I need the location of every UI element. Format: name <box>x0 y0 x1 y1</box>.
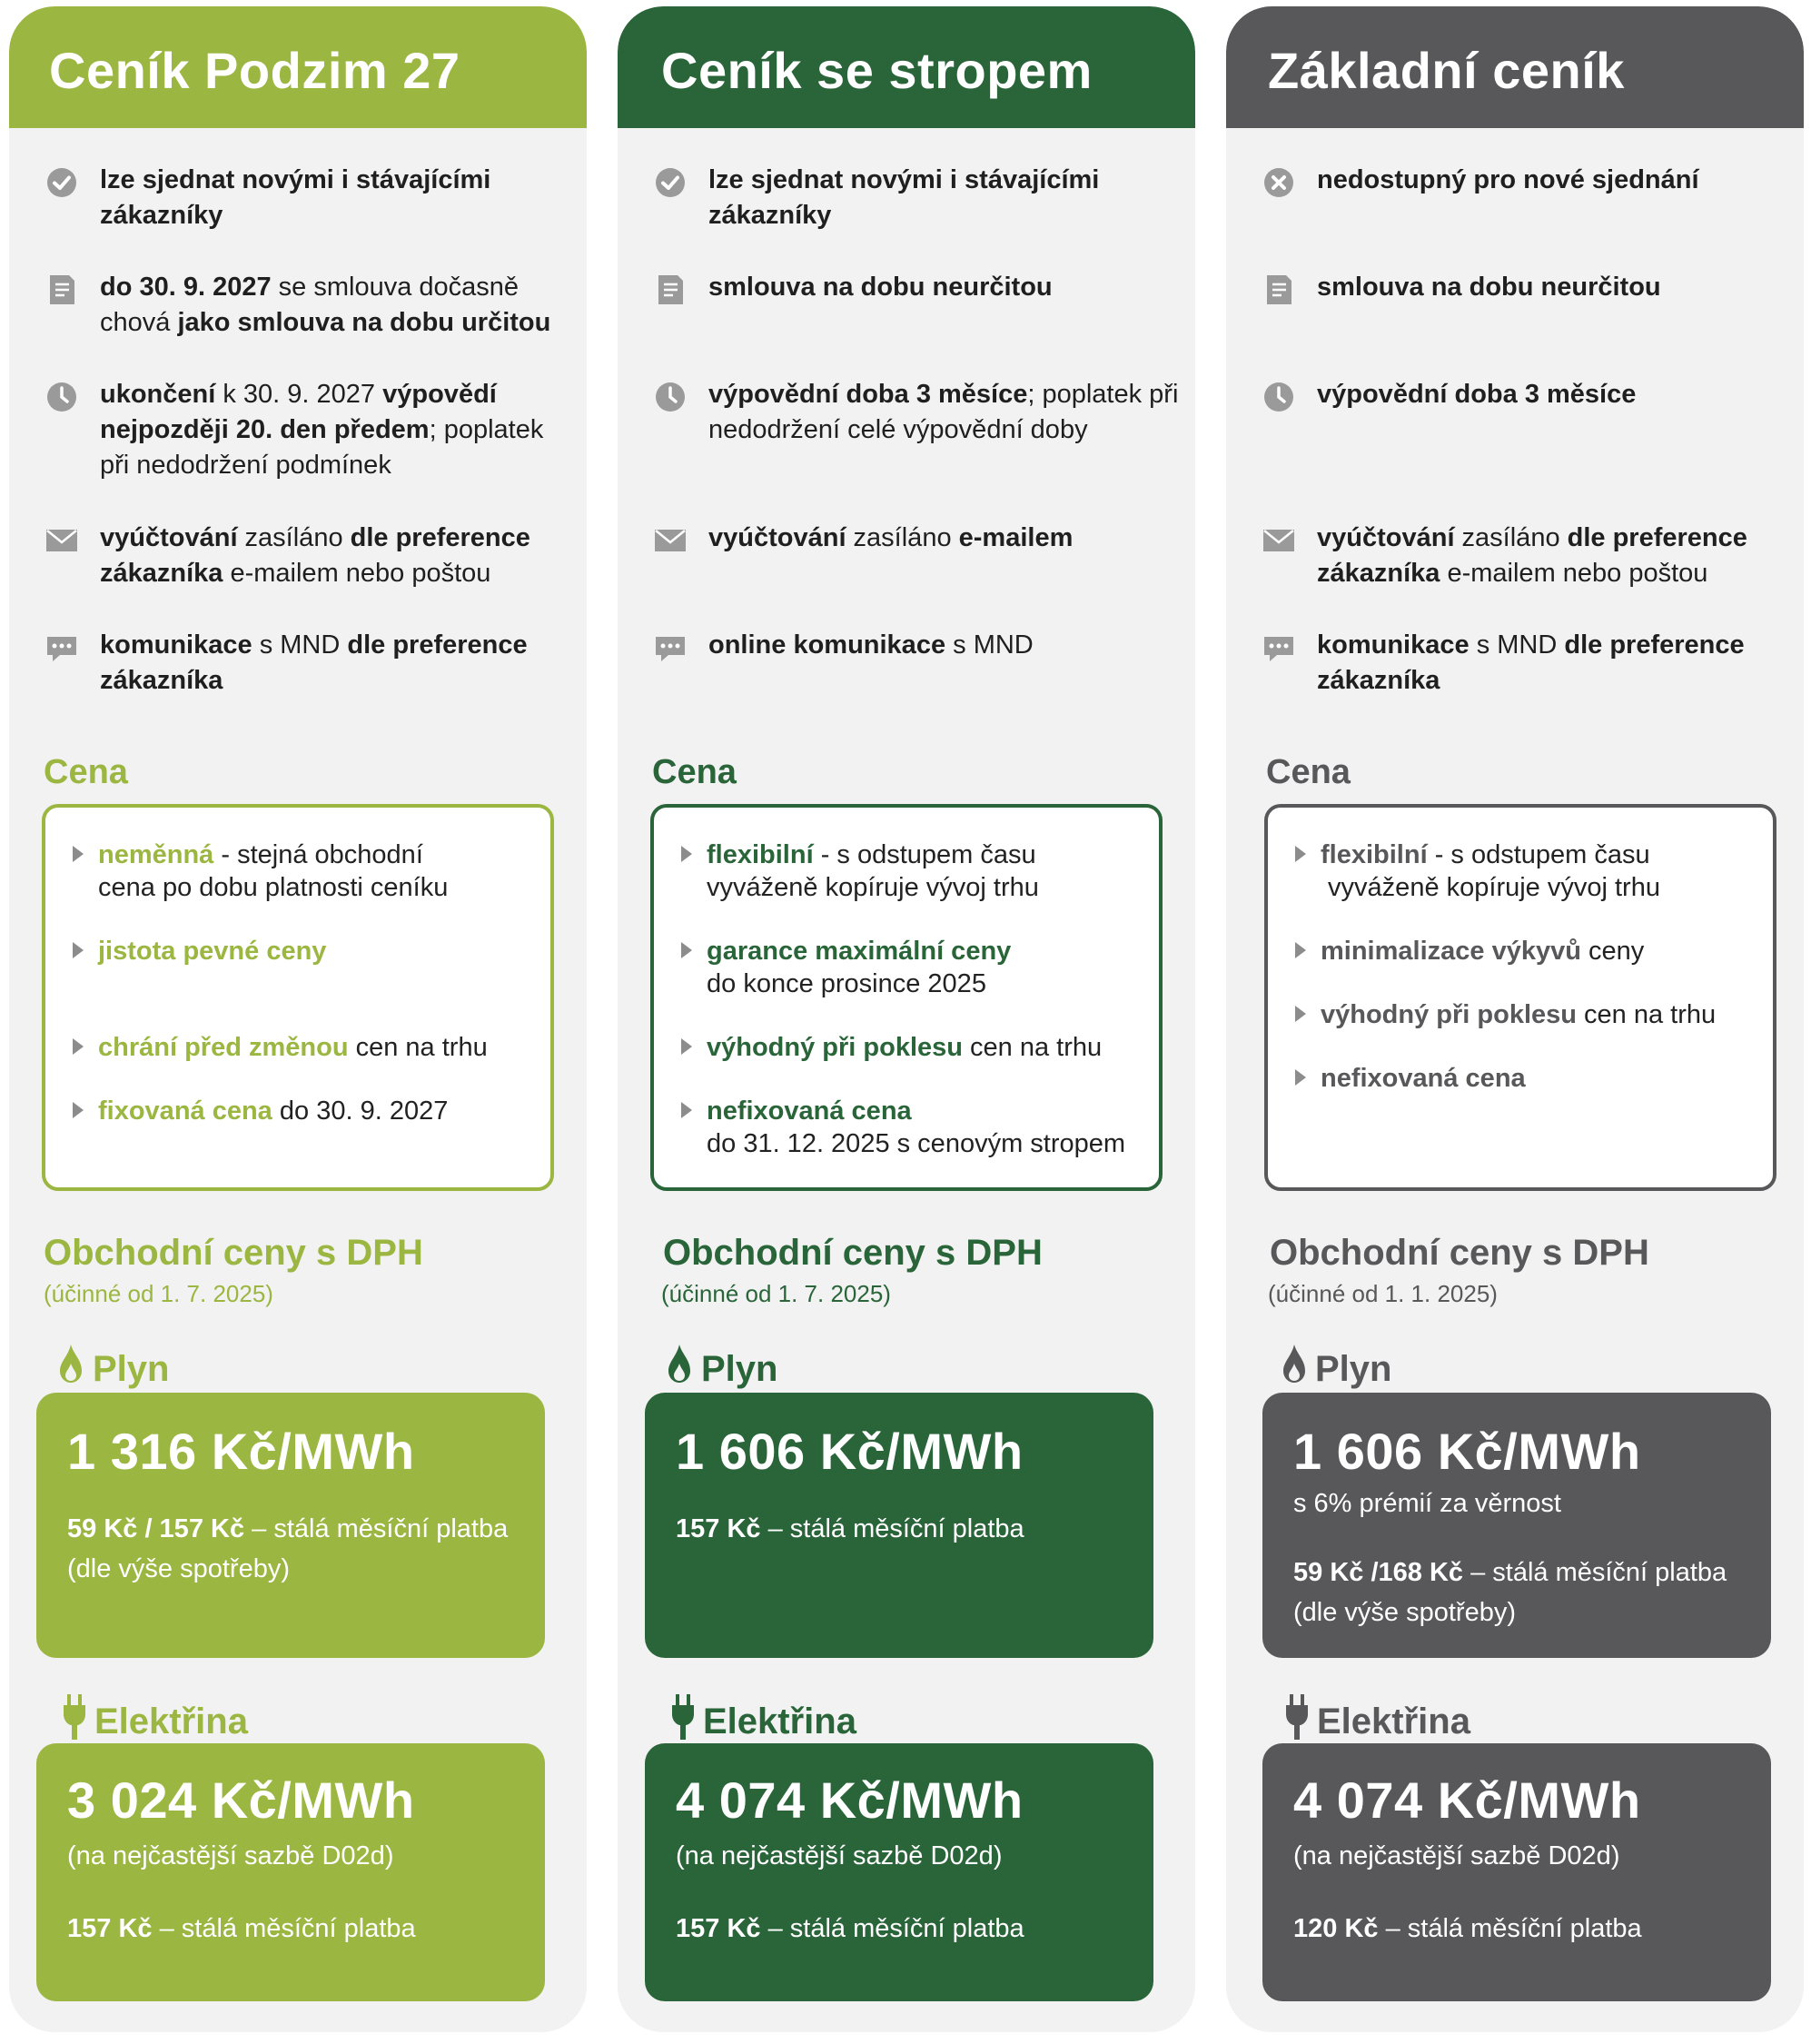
bullet-triangle-icon <box>1295 942 1306 958</box>
bullet-triangle-icon <box>73 942 84 958</box>
bullet-triangle-icon <box>73 846 84 862</box>
commercial-prices-effective: (účinné od 1. 1. 2025) <box>1268 1280 1498 1307</box>
commercial-prices-title: Obchodní ceny s DPH <box>663 1233 1043 1273</box>
gas-label: Plyn <box>1315 1349 1392 1389</box>
clock-icon <box>654 381 687 413</box>
electricity-price-card <box>645 1743 1153 2001</box>
commercial-prices-title: Obchodní ceny s DPH <box>1270 1233 1649 1273</box>
electricity-price-card <box>36 1743 545 2001</box>
price-box: flexibilní - s odstupem času vyváženě kopíruje vývoj trhu garance maximální ceny do konce prosince 2025 výhodný při poklesu cen na trhu nefixovaná cena do 31. 12. 2025 s cenovým stropem <box>650 804 1163 1191</box>
column-title: Ceník Podzim 27 <box>49 42 460 99</box>
electricity-fee: 157 Kč – stálá měsíční platba <box>67 1914 416 1943</box>
gas-price-card <box>36 1393 545 1658</box>
electricity-fee: 120 Kč – stálá měsíční platba <box>1293 1914 1642 1943</box>
feature-text: ukončení k 30. 9. 2027 výpovědí nejpozději 20. den předem; poplatek při nedodržení podmínek <box>100 380 544 480</box>
check-circle-icon <box>654 166 687 199</box>
document-icon <box>1262 273 1295 306</box>
chat-icon <box>654 631 687 664</box>
document-icon <box>654 273 687 306</box>
commercial-prices-effective: (účinné od 1. 7. 2025) <box>661 1280 891 1307</box>
electric-plug-icon <box>1284 1694 1310 1740</box>
bullet-triangle-icon <box>1295 1006 1306 1022</box>
gas-fee-note: (dle výše spotřeby) <box>67 1554 290 1583</box>
feature-text: vyúčtování zasíláno e-mailem <box>708 523 1074 552</box>
feature-text: komunikace s MND dle preference zákazníka <box>100 630 528 695</box>
feature-text: smlouva na dobu neurčitou <box>1317 273 1661 302</box>
feature-text: do 30. 9. 2027 se smlouva dočasně chová jako smlouva na dobu určitou <box>100 273 551 337</box>
price-section-title: Cena <box>1266 753 1351 791</box>
bullet-triangle-icon <box>1295 1069 1306 1086</box>
bullet-triangle-icon <box>681 846 692 862</box>
feature-text: lze sjednat novými i stávajícími zákazníky <box>708 165 1100 230</box>
feature-text: nedostupný pro nové sjednání <box>1317 165 1699 194</box>
gas-price-card <box>645 1393 1153 1658</box>
feature-text: vyúčtování zasíláno dle preference zákazníka e-mailem nebo poštou <box>100 523 530 588</box>
electric-plug-icon <box>62 1694 87 1740</box>
clock-icon <box>1262 381 1295 413</box>
price-box: flexibilní - s odstupem času vyváženě kopíruje vývoj trhu minimalizace výkyvů ceny výhodný při poklesu cen na trhu nefixovaná cena <box>1264 804 1776 1191</box>
column-header <box>618 6 1195 128</box>
feature-text: vyúčtování zasíláno dle preference zákazníka e-mailem nebo poštou <box>1317 523 1747 588</box>
electricity-fee: 157 Kč – stálá měsíční platba <box>676 1914 1024 1943</box>
envelope-icon <box>45 524 78 557</box>
pricing-column-podzim-27 <box>9 6 587 2032</box>
clock-icon <box>45 381 78 413</box>
electricity-note: (na nejčastější sazbě D02d) <box>676 1841 1003 1870</box>
electricity-label: Elektřina <box>1317 1702 1470 1741</box>
gas-flame-icon <box>668 1344 691 1384</box>
commercial-prices-title: Obchodní ceny s DPH <box>44 1233 423 1273</box>
gas-price-card <box>1262 1393 1771 1658</box>
envelope-icon <box>654 524 687 557</box>
pricing-column-strop <box>618 6 1195 2032</box>
gas-label: Plyn <box>701 1349 778 1389</box>
price-box: neměnná - stejná obchodní cena po dobu platnosti ceníku jistota pevné ceny chrání před změnou cen na trhu fixovaná cena do 30. 9. 2027 <box>42 804 554 1191</box>
gas-flame-icon <box>59 1344 83 1384</box>
gas-price: 1 606 Kč/MWh <box>676 1423 1024 1480</box>
price-section-title: Cena <box>44 753 128 791</box>
electricity-price: 4 074 Kč/MWh <box>676 1771 1024 1829</box>
gas-fee: 157 Kč – stálá měsíční platba <box>676 1514 1024 1543</box>
gas-fee-note: (dle výše spotřeby) <box>1293 1598 1516 1627</box>
price-section-title: Cena <box>652 753 737 791</box>
electricity-price: 4 074 Kč/MWh <box>1293 1771 1641 1829</box>
electricity-price-card <box>1262 1743 1771 2001</box>
bullet-triangle-icon <box>681 942 692 958</box>
bullet-triangle-icon <box>681 1038 692 1055</box>
bullet-triangle-icon <box>73 1102 84 1118</box>
gas-fee: 59 Kč / 157 Kč – stálá měsíční platba <box>67 1514 509 1543</box>
feature-text: komunikace s MND dle preference zákazníka <box>1317 630 1745 695</box>
gas-price: 1 316 Kč/MWh <box>67 1423 415 1480</box>
column-header <box>9 6 587 128</box>
check-circle-icon <box>45 166 78 199</box>
gas-price: 1 606 Kč/MWh <box>1293 1423 1641 1480</box>
column-header <box>1226 6 1804 128</box>
electricity-label: Elektřina <box>703 1702 856 1741</box>
feature-text: výpovědní doba 3 měsíce; poplatek při nedodržení celé výpovědní doby <box>708 380 1179 444</box>
document-icon <box>45 273 78 306</box>
feature-text: online komunikace s MND <box>708 630 1034 660</box>
bullet-triangle-icon <box>73 1038 84 1055</box>
bullet-triangle-icon <box>1295 846 1306 862</box>
electricity-label: Elektřina <box>94 1702 248 1741</box>
chat-icon <box>1262 631 1295 664</box>
column-title: Základní ceník <box>1268 42 1625 99</box>
feature-text: výpovědní doba 3 měsíce <box>1317 380 1637 409</box>
gas-fee: 59 Kč /168 Kč – stálá měsíční platba <box>1293 1558 1727 1587</box>
pricing-column-zakladni <box>1226 6 1804 2032</box>
bullet-triangle-icon <box>681 1102 692 1118</box>
gas-label: Plyn <box>93 1349 170 1389</box>
electricity-note: (na nejčastější sazbě D02d) <box>67 1841 394 1870</box>
cross-circle-icon <box>1262 166 1295 199</box>
chat-icon <box>45 631 78 664</box>
electricity-note: (na nejčastější sazbě D02d) <box>1293 1841 1620 1870</box>
feature-text: lze sjednat novými i stávajícími zákazníky <box>100 165 491 230</box>
feature-text: smlouva na dobu neurčitou <box>708 273 1053 302</box>
commercial-prices-effective: (účinné od 1. 7. 2025) <box>44 1280 273 1307</box>
gas-loyalty-bonus: s 6% prémií za věrnost <box>1293 1489 1561 1518</box>
envelope-icon <box>1262 524 1295 557</box>
column-title: Ceník se stropem <box>661 42 1093 99</box>
electric-plug-icon <box>670 1694 696 1740</box>
electricity-price: 3 024 Kč/MWh <box>67 1771 415 1829</box>
gas-flame-icon <box>1282 1344 1306 1384</box>
